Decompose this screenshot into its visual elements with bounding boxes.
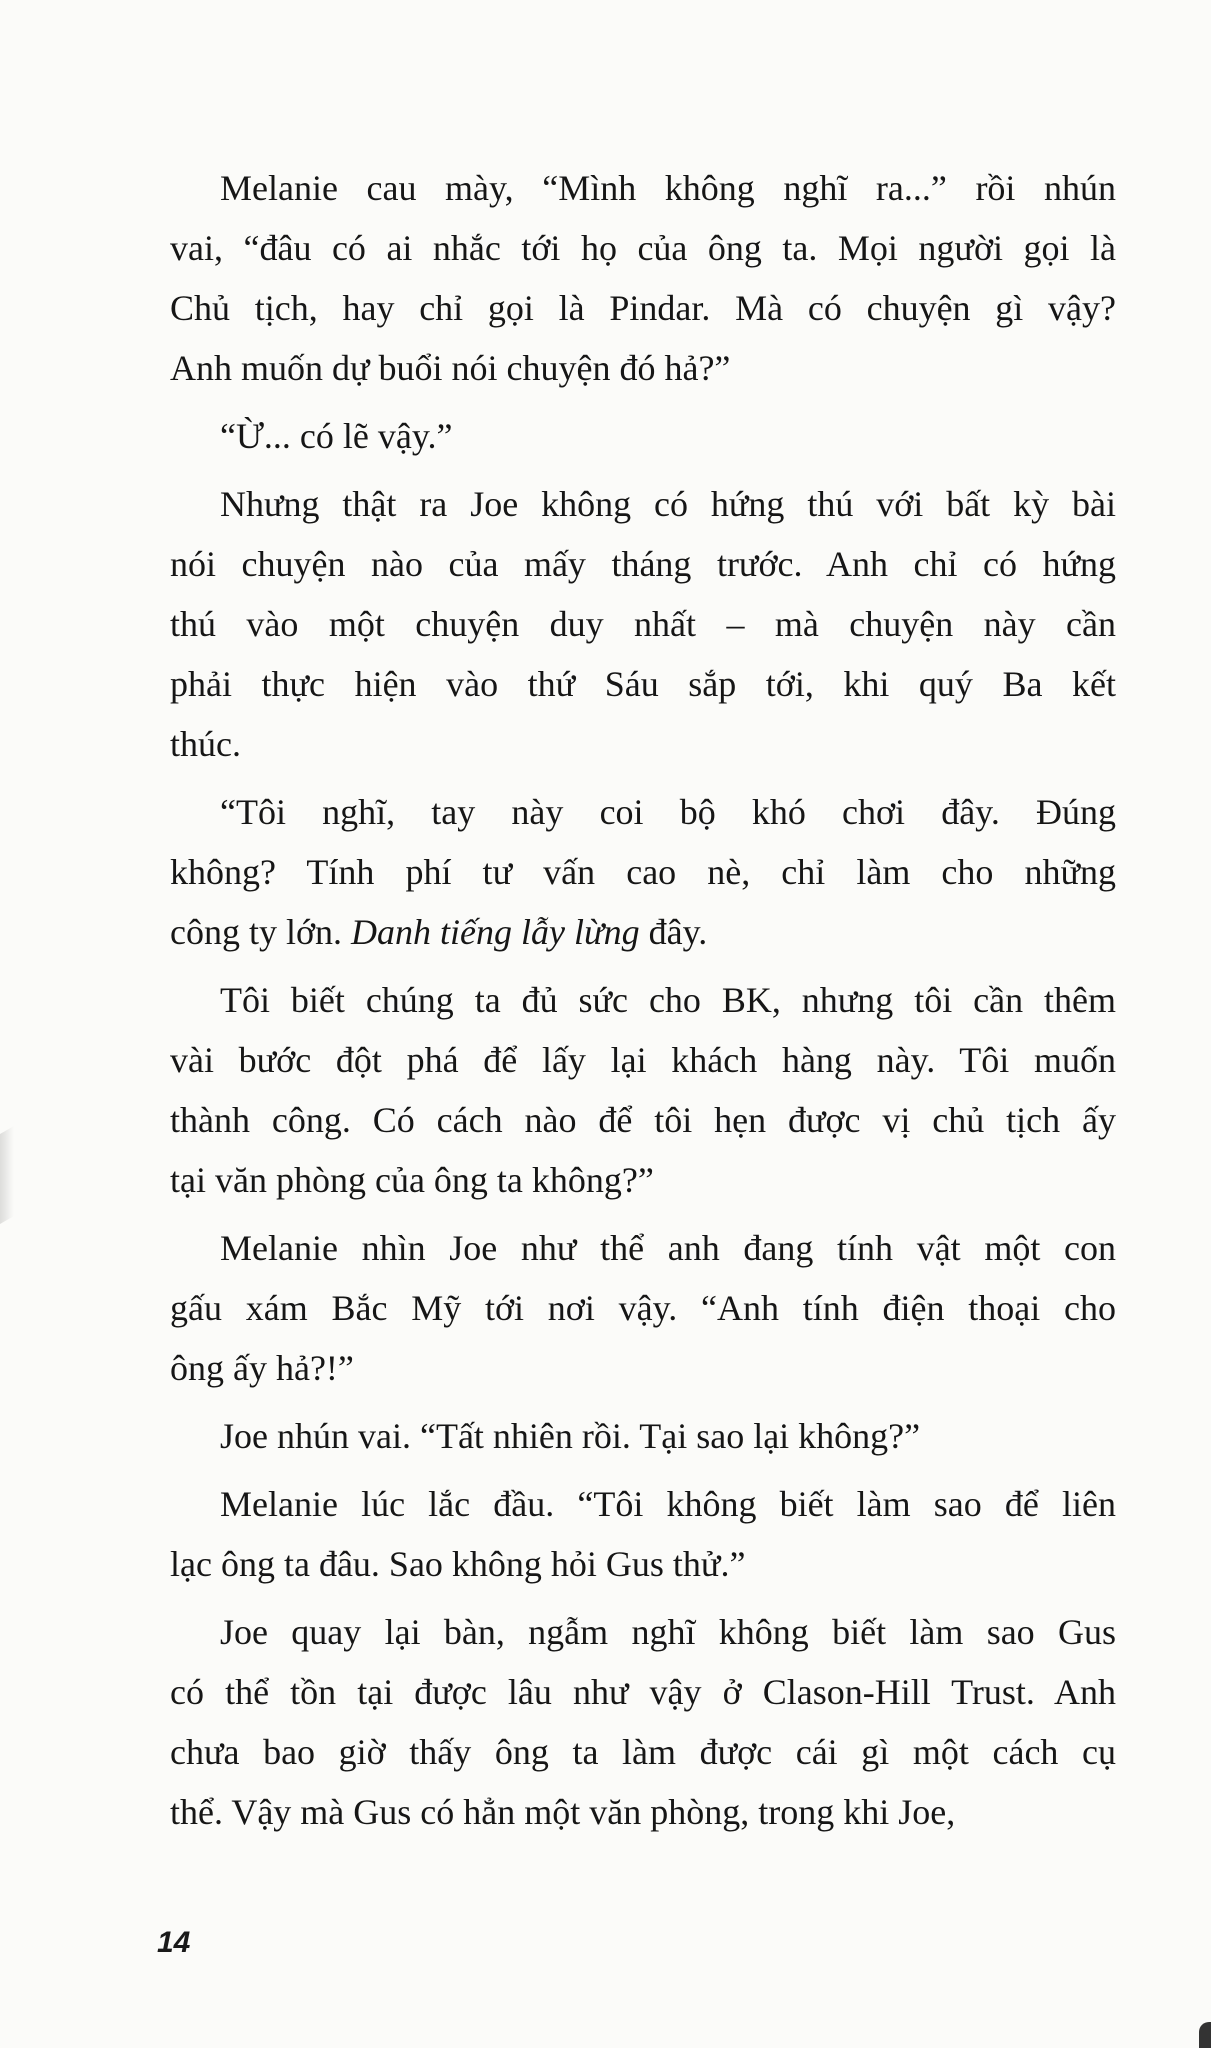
paragraph bbox=[170, 1474, 1116, 1594]
text-line: thể. Vậy mà Gus có hẳn một văn phòng, trong khi Joe, bbox=[170, 1792, 956, 1832]
text-line: chưa bao giờ thấy ông ta làm được cái gì một cách cụ bbox=[170, 1732, 1116, 1772]
page-number: 14 bbox=[157, 1926, 191, 1959]
text-line: tại văn phòng của ông ta không?” bbox=[170, 1160, 654, 1200]
paragraph bbox=[170, 158, 1116, 398]
page-corner bbox=[1199, 2022, 1211, 2048]
text-line: Chủ tịch, hay chỉ gọi là Pindar. Mà có chuyện gì vậy? bbox=[170, 288, 1116, 328]
text-line: phải thực hiện vào thứ Sáu sắp tới, khi quý Ba kết bbox=[170, 664, 1116, 704]
text-line: Anh muốn dự buổi nói chuyện đó hả?” bbox=[170, 348, 731, 388]
text-line: ông ấy hả?!” bbox=[170, 1348, 354, 1388]
text-line: Joe quay lại bàn, ngẫm nghĩ không biết làm sao Gus bbox=[220, 1612, 1116, 1652]
text-line: không? Tính phí tư vấn cao nè, chỉ làm cho những bbox=[170, 852, 1116, 892]
text-line: Tôi biết chúng ta đủ sức cho BK, nhưng tôi cần thêm bbox=[220, 980, 1116, 1020]
text-line: Melanie nhìn Joe như thể anh đang tính vật một con bbox=[220, 1228, 1116, 1268]
text-line: “Ừ... có lẽ vậy.” bbox=[220, 416, 453, 456]
text-line: có thể tồn tại được lâu như vậy ở Clason-Hill Trust. Anh bbox=[170, 1672, 1116, 1712]
paragraph bbox=[170, 474, 1116, 774]
paragraph bbox=[170, 970, 1116, 1210]
text-line: lạc ông ta đâu. Sao không hỏi Gus thử.” bbox=[170, 1544, 746, 1584]
text-line: thành công. Có cách nào để tôi hẹn được vị chủ tịch ấy bbox=[170, 1100, 1116, 1140]
text-line: nói chuyện nào của mấy tháng trước. Anh chỉ có hứng bbox=[170, 544, 1116, 584]
text-line: Nhưng thật ra Joe không có hứng thú với bất kỳ bài bbox=[220, 484, 1116, 524]
text-line: Melanie lúc lắc đầu. “Tôi không biết làm sao để liên bbox=[220, 1484, 1116, 1524]
text-line: thúc. bbox=[170, 724, 241, 764]
text-line: “Tôi nghĩ, tay này coi bộ khó chơi đây. Đúng bbox=[220, 792, 1116, 832]
paragraph bbox=[170, 1406, 1116, 1466]
book-page-text bbox=[170, 158, 1116, 1850]
text-line: công ty lớn. Danh tiếng lẫy lừng đây. bbox=[170, 912, 708, 952]
paragraph bbox=[170, 406, 1116, 466]
page-edge-shadow bbox=[0, 1126, 14, 1224]
paragraph bbox=[170, 1218, 1116, 1398]
text-line: vài bước đột phá để lấy lại khách hàng này. Tôi muốn bbox=[170, 1040, 1116, 1080]
italic-text: Danh tiếng lẫy lừng bbox=[351, 912, 640, 952]
text-line: gấu xám Bắc Mỹ tới nơi vậy. “Anh tính điện thoại cho bbox=[170, 1288, 1116, 1328]
text-line: Joe nhún vai. “Tất nhiên rồi. Tại sao lại không?” bbox=[220, 1416, 921, 1456]
text-line: Melanie cau mày, “Mình không nghĩ ra...” rồi nhún bbox=[220, 168, 1116, 208]
text-line: vai, “đâu có ai nhắc tới họ của ông ta. Mọi người gọi là bbox=[170, 228, 1116, 268]
paragraph bbox=[170, 782, 1116, 962]
text-line: thú vào một chuyện duy nhất – mà chuyện này cần bbox=[170, 604, 1116, 644]
paragraph bbox=[170, 1602, 1116, 1842]
